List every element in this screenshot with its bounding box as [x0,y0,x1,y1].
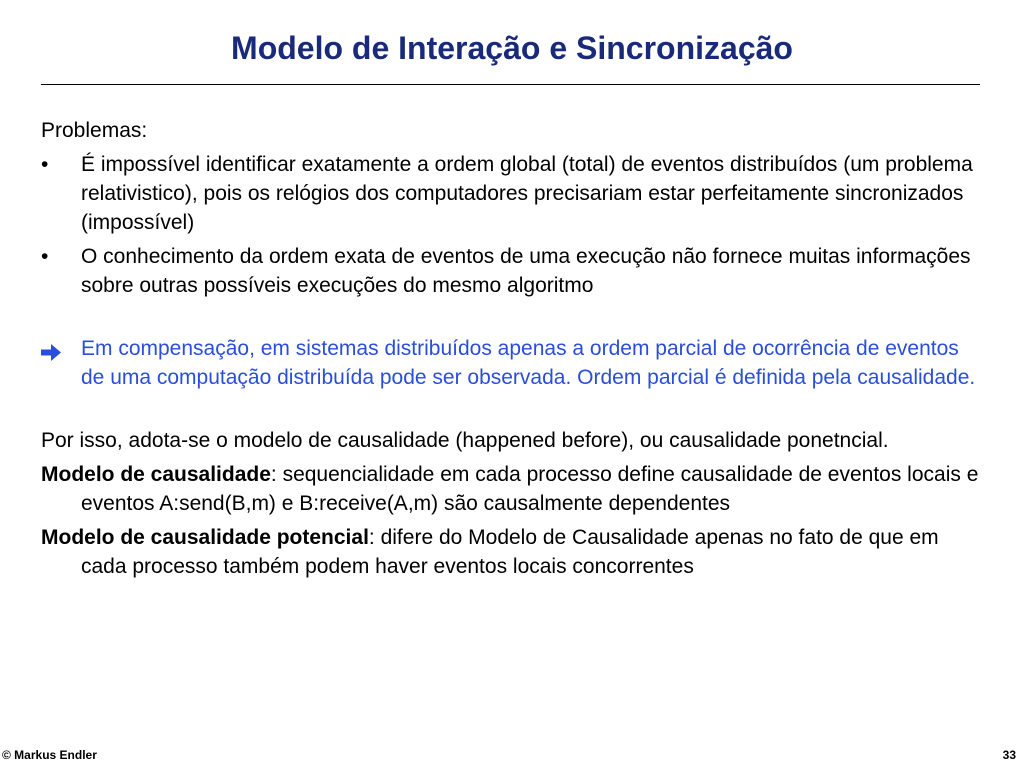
definition-potential-causality-model: : difere do Modelo de Causalidade apenas no fato de que em cada processo também podem haver eventos locais concorrentes [81,526,939,578]
term-causality-model: Modelo de causalidade [41,463,271,486]
footer-author: © Markus Endler [2,748,97,762]
slide-content [41,116,981,581]
footer-page-number: 33 [1002,748,1016,762]
intro-label: Problemas: [41,119,148,142]
arrow-right-icon-graphic [41,344,61,361]
definition-causality-model: : sequencialidade em cada processo define causalidade de eventos locais e eventos A:send(B,m) e B:receive(A,m) são causalmente dependentes [81,463,979,515]
highlight-text: Em compensação, em sistemas distribuídos apenas a ordem parcial de ocorrência de eventos de uma computação distribuída pode ser observada. Ordem parcial é definida pela causalidade. [81,337,976,389]
paragraph-potential-causality-model [41,523,981,581]
bullet-item [41,242,981,300]
title-divider [41,84,980,85]
slide-title: Modelo de Interação e Sincronização [231,30,793,66]
bullet-marker: • [41,153,49,176]
bullet-text: É impossível identificar exatamente a ordem global (total) de eventos distribuídos (um problema relativistico), pois os relógios dos computadores precisariam estar perfeitamente sincronizados (impossível) [81,153,973,234]
paragraph-happened-before: Por isso, adota-se o modelo de causalidade (happened before), ou causalidade ponetncial. [41,429,889,452]
highlight-paragraph [41,334,981,392]
bullet-marker: • [41,245,49,268]
term-potential-causality-model: Modelo de causalidade potencial [41,526,369,549]
bullet-text: O conhecimento da ordem exata de eventos de uma execução não fornece muitas informações sobre outras possíveis execuções do mesmo algoritmo [81,245,971,297]
spacer [41,392,981,426]
arrow-right-icon [41,334,81,392]
paragraph-causality-model [41,460,981,518]
bullet-item [41,150,981,237]
